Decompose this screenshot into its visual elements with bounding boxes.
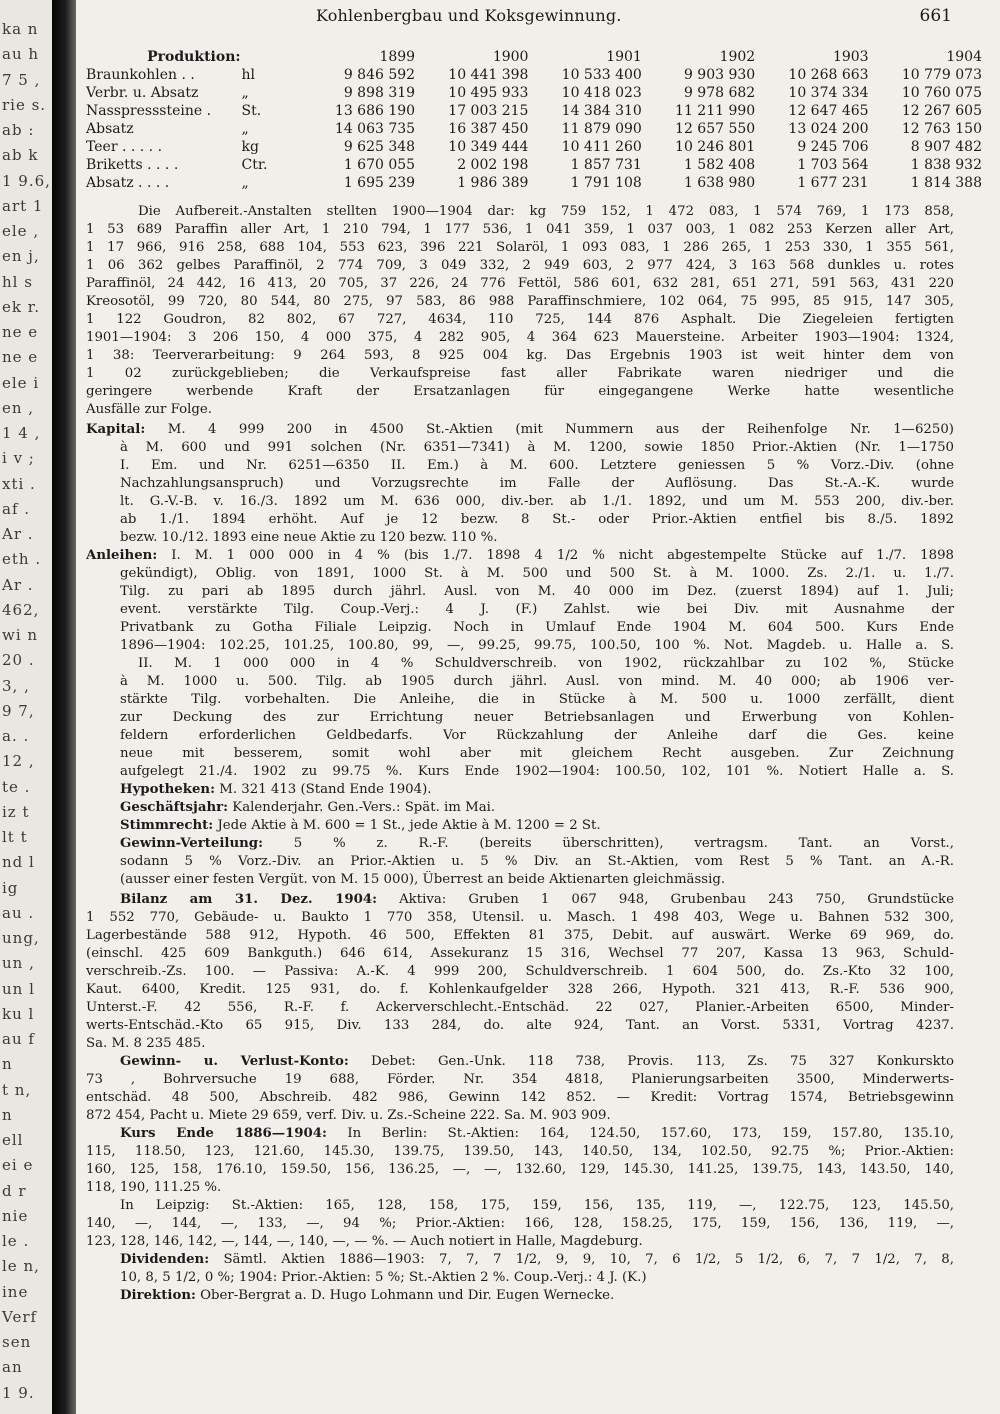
production-body bbox=[86, 66, 986, 192]
text-line: 1901—1904: 3 206 150, 4 000 375, 4 282 905, 4 364 623 Mauersteine. Arbeiter 1903—1904: 1324, bbox=[86, 330, 954, 345]
text-line: bezw. 10./12. 1893 eine neue Aktie zu 120 bezw. 110 %. bbox=[120, 530, 498, 545]
production-row bbox=[86, 174, 986, 192]
text-line-rest: M. 4 999 200 in 4500 St.-Aktien (mit Nummern aus der Reihenfolge Nr. 1—6250) bbox=[145, 422, 954, 437]
text-line: entschäd. 48 500, Abschreib. 482 986, Gewinn 142 852. — Kredit: Vortrag 1574, Betriebsgewinn bbox=[86, 1090, 954, 1105]
section-keyword: Hypotheken: bbox=[120, 782, 215, 797]
facing-page-fragment: nie bbox=[2, 1206, 29, 1225]
production-value: 9 625 348 bbox=[343, 139, 416, 155]
section-keyword: Stimmrecht: bbox=[120, 818, 214, 833]
facing-page-fragment: ele , bbox=[2, 222, 40, 240]
production-value: 10 495 933 bbox=[448, 85, 529, 101]
production-row bbox=[86, 84, 986, 102]
production-value: 10 246 801 bbox=[675, 139, 756, 155]
facing-page-fragment: Verf bbox=[2, 1307, 38, 1326]
text-line: 1 38: Teerverarbeitung: 9 264 593, 8 925 004 kg. Das Ergebnis 1903 ist weit hinter dem von bbox=[86, 348, 954, 363]
production-value: 16 387 450 bbox=[448, 121, 529, 137]
text-line-rest: 5 % z. R.-F. (bereits überschritten), vertragsm. Tant. an Vorst., bbox=[263, 836, 954, 851]
production-value: 14 384 310 bbox=[561, 103, 642, 119]
facing-page-fragment: n bbox=[2, 1105, 13, 1124]
text-line: Die Aufbereit.-Anstalten stellten 1900—1904 dar: kg 759 152, 1 472 083, 1 574 769, 1 173 858, bbox=[138, 204, 954, 219]
production-value: 12 657 550 bbox=[675, 121, 756, 137]
text-line: sodann 5 % Vorz.-Div. an Prior.-Aktien u. 5 % Div. an St.-Aktien, vom Rest 5 % Tant. an A.-R. bbox=[120, 854, 954, 869]
production-value: 1 838 932 bbox=[910, 157, 982, 173]
facing-page-fragment: en j, bbox=[2, 247, 40, 266]
facing-page-fragment: Ar . bbox=[2, 525, 34, 543]
production-value: 14 063 735 bbox=[334, 121, 416, 137]
facing-page-fragment: te . bbox=[2, 777, 31, 796]
facing-page-fragment: un l bbox=[2, 979, 35, 998]
production-table bbox=[86, 48, 986, 192]
text-line: verschreib.-Zs. 100. — Passiva: A.-K. 4 999 200, Schuldverschreib. 1 604 500, do. Zs.-Kto 32 100, bbox=[86, 964, 954, 979]
text-line: 1 552 770, Gebäude- u. Baukto 1 770 358, Utensil. u. Masch. 1 498 403, Wege u. Bahnen 532 300, bbox=[86, 910, 954, 925]
facing-page-fragment: t n, bbox=[2, 1080, 32, 1099]
production-value: 11 211 990 bbox=[675, 103, 756, 119]
production-row-unit: St. bbox=[241, 103, 262, 119]
production-row-label: Nasspresssteine . bbox=[86, 103, 212, 119]
text-line: à M. 600 und 991 solchen (Nr. 6351—7341) à M. 1200, sowie 1850 Prior.-Aktien (Nr. 1—1750 bbox=[120, 440, 954, 455]
section-keyword: Kurs Ende 1886—1904: bbox=[120, 1126, 327, 1141]
facing-page-fragment: 1 4 , bbox=[2, 424, 41, 442]
facing-page-fragment: eth . bbox=[2, 550, 42, 569]
text-line: I. Em. und Nr. 6251—6350 II. Em.) à M. 600. Letztere geniessen 5 % Vorz.-Div. (ohne bbox=[120, 458, 954, 473]
text-line: 1 53 689 Paraffin aller Art, 1 210 794, 1 177 536, 1 041 359, 1 037 003, 1 082 253 Kerzen aller Art, bbox=[86, 222, 954, 237]
production-value: 12 267 605 bbox=[901, 103, 982, 119]
facing-page-fragment: ig bbox=[2, 878, 19, 897]
text-line-rest: Debet: Gen.-Unk. 118 738, Provis. 113, Zs. 75 327 Konkurskto bbox=[348, 1054, 954, 1069]
production-value: 10 533 400 bbox=[561, 67, 642, 83]
text-line: 115, 118.50, 123, 121.60, 145.30, 139.75, 139.50, 143, 140.50, 134, 102.50, 92.75 %; Prior.-Aktien: bbox=[86, 1144, 954, 1159]
facing-page-fragment: au f bbox=[2, 1030, 35, 1048]
section-keyword: Kapital: bbox=[86, 422, 146, 437]
text-line bbox=[86, 1251, 954, 1269]
facing-page-fragment: un , bbox=[2, 954, 35, 973]
text-line bbox=[86, 891, 954, 909]
section-keyword: Direktion: bbox=[120, 1288, 196, 1303]
text-line: stärkte Tilg. vorbehalten. Die Anleihe, die in Stücke à M. 500 u. 1000 zerfällt, dient bbox=[120, 692, 954, 707]
text-line bbox=[86, 781, 954, 799]
production-value: 9 903 930 bbox=[683, 67, 756, 83]
production-row-unit: „ bbox=[241, 121, 249, 137]
production-value: 13 024 200 bbox=[788, 121, 869, 137]
production-value: 9 898 319 bbox=[343, 85, 416, 101]
facing-page-fragment: 462, bbox=[2, 600, 40, 619]
text-line: 1 17 966, 916 258, 688 104, 553 623, 396 221 Solaröl, 1 093 083, 1 286 265, 1 253 330, 1 355 561, bbox=[86, 240, 954, 255]
production-value: 1 703 564 bbox=[797, 157, 869, 173]
facing-page-fragment: au . bbox=[2, 903, 35, 922]
text-line: Paraffinöl, 24 442, 16 413, 20 705, 37 226, 24 776 Fettöl, 586 601, 632 281, 651 271, 591 563, 431 220 bbox=[86, 276, 954, 291]
facing-page-fragment: Ar . bbox=[2, 575, 34, 594]
facing-page-fragment: xti . bbox=[2, 474, 36, 493]
facing-page-fragment: 9 7, bbox=[2, 701, 35, 720]
year-header: 1899 bbox=[379, 49, 416, 65]
production-header-row bbox=[86, 48, 986, 66]
section-keyword: Anleihen: bbox=[86, 548, 158, 563]
text-line bbox=[86, 421, 954, 439]
facing-page-fragment: art 1 bbox=[2, 196, 44, 215]
production-value: 1 986 389 bbox=[457, 175, 529, 191]
production-value: 12 647 465 bbox=[788, 103, 869, 119]
production-value: 1 814 388 bbox=[910, 175, 982, 191]
text-line: aufgelegt 21./4. 1902 zu 99.75 %. Kurs Ende 1902—1904: 100.50, 102, 101 %. Notiert Halle a. S. bbox=[120, 764, 954, 779]
production-row bbox=[86, 66, 986, 84]
production-row-unit: hl bbox=[241, 67, 256, 83]
production-row-label: Braunkohlen . . bbox=[86, 67, 195, 83]
facing-page-fragment: ei e bbox=[2, 1156, 34, 1175]
production-value: 10 268 663 bbox=[788, 67, 869, 83]
text-line bbox=[86, 799, 954, 817]
production-value: 12 763 150 bbox=[901, 121, 982, 137]
text-line: 1 06 362 gelbes Paraffinöl, 2 774 709, 3 049 332, 2 949 603, 2 977 424, 3 163 568 dunkles u. rotes bbox=[86, 258, 954, 273]
body-text bbox=[86, 203, 954, 1305]
text-line: 123, 128, 146, 142, —, 144, —, 140, —, — %. — Auch notiert in Halle, Magdeburg. bbox=[86, 1234, 643, 1249]
production-value: 10 349 444 bbox=[448, 139, 529, 155]
facing-page-fragment: ek r. bbox=[2, 297, 41, 316]
text-line-rest: In Berlin: St.-Aktien: 164, 124.50, 157.60, 173, 159, 157.80, 135.10, bbox=[326, 1126, 954, 1141]
facing-page-fragment: i v ; bbox=[2, 449, 35, 468]
production-value: 1 582 408 bbox=[683, 157, 756, 173]
text-line-rest: Sämtl. Aktien 1886—1903: 7, 7, 7 1/2, 9, 9, 10, 7, 6 1/2, 5 1/2, 6, 7, 7 1/2, 7, 8, bbox=[209, 1252, 954, 1267]
production-value: 10 779 073 bbox=[901, 67, 982, 83]
facing-page-fragment: ell bbox=[2, 1131, 24, 1149]
text-line: Sa. M. 8 235 485. bbox=[86, 1036, 206, 1051]
facing-page-fragment: ele i bbox=[2, 373, 40, 392]
production-value: 9 846 592 bbox=[343, 67, 416, 83]
facing-page-fragment: hl s bbox=[2, 272, 33, 291]
facing-page-fragment: af . bbox=[2, 499, 31, 518]
text-line: 73 , Bohrversuche 19 688, Förder. Nr. 354 4818, Planierungsarbeiten 3500, Minderwerts- bbox=[86, 1072, 954, 1087]
facing-page-fragment: ine bbox=[2, 1282, 29, 1301]
text-line: Ausfälle zur Folge. bbox=[86, 402, 212, 417]
facing-page-fragment: lt t bbox=[2, 828, 28, 846]
text-line: neue mit besserem, somit wohl aber mit gleichem Recht ausgeben. Zur Zeichnung bbox=[120, 746, 954, 761]
facing-page-fragment: au h bbox=[2, 45, 40, 64]
text-line: werts-Entschäd.-Kto 65 915, Div. 133 284, do. alte 924, Tant. an Vorst. 5331, Vortrag 4237. bbox=[86, 1018, 954, 1033]
text-line: 872 454, Pacht u. Miete 29 659, verf. Div. u. Zs.-Scheine 222. Sa. M. 903 909. bbox=[86, 1108, 611, 1123]
facing-page-fragment: le n, bbox=[2, 1257, 40, 1276]
facing-page-fragment: an bbox=[2, 1358, 23, 1377]
facing-page-fragment: 1 9. bbox=[2, 1383, 35, 1402]
year-header: 1901 bbox=[606, 49, 642, 65]
facing-page-fragment: rie s. bbox=[2, 95, 47, 114]
text-line-rest: Ober-Bergrat a. D. Hugo Lohmann und Dir. Eugen Wernecke. bbox=[195, 1288, 615, 1303]
facing-page-fragment: ab : bbox=[2, 121, 35, 139]
section-keyword: Dividenden: bbox=[120, 1252, 210, 1267]
text-line-rest: Aktiva: Gruben 1 067 948, Grubenbau 243 750, Grundstücke bbox=[377, 892, 954, 907]
section-keyword: Gewinn- u. Verlust-Konto: bbox=[120, 1054, 349, 1069]
year-header: 1900 bbox=[492, 49, 529, 65]
year-header: 1904 bbox=[946, 49, 982, 65]
text-line: 1 122 Goudron, 82 802, 67 727, 4634, 110 725, 144 876 Asphalt. Die Ziegeleien fertigten bbox=[86, 312, 954, 327]
facing-page-fragment: d r bbox=[2, 1181, 27, 1200]
facing-page-fragment: 20 . bbox=[2, 651, 35, 670]
text-line: 160, 125, 158, 176.10, 159.50, 156, 136.25, —, —, 132.60, 129, 145.30, 141.25, 139.75, 143, 143.50, 140, bbox=[86, 1162, 954, 1177]
production-value: 9 245 706 bbox=[797, 139, 869, 155]
year-header: 1903 bbox=[832, 49, 869, 65]
text-line: (einschl. 425 609 Bankguth.) 646 614, Assekuranz 15 316, Wechsel 77 207, Kassa 13 963, Schuld- bbox=[86, 946, 954, 961]
text-line: 1896—1904: 102.25, 101.25, 100.80, 99, —, 99.25, 99.75, 100.50, 100 %. Not. Magdeb. u. Halle a. S. bbox=[120, 638, 954, 653]
text-line: 140, —, 144, —, 133, —, 94 %; Prior.-Aktien: 166, 128, 158.25, 175, 159, 156, 136, 119, —, bbox=[86, 1216, 954, 1231]
text-line: II. M. 1 000 000 in 4 % Schuldverschreib. von 1902, rückzahlbar zu 102 %, Stücke bbox=[138, 656, 954, 671]
text-line: event. verstärkte Tilg. Coup.-Verj.: 4 J. (F.) Zahlst. wie bei Div. mit Ausnahme der bbox=[120, 602, 954, 617]
production-row bbox=[86, 138, 986, 156]
production-row-unit: kg bbox=[241, 139, 259, 155]
text-line-rest: I. M. 1 000 000 in 4 % (bis 1./7. 1898 4 1/2 % nicht abgestempelte Stücke auf 1./7. 1898 bbox=[157, 548, 954, 563]
facing-page-fragment: ka n bbox=[2, 20, 39, 38]
production-value: 10 411 260 bbox=[561, 139, 642, 155]
text-line: In Leipzig: St.-Aktien: 165, 128, 158, 175, 159, 156, 135, 119, —, 122.75, 123, 145.50, bbox=[120, 1198, 954, 1213]
text-line: ab 1./1. 1894 erhöht. Auf je 12 bezw. 8 St.- oder Prior.-Aktien entfiel bis 8./5. 1892 bbox=[120, 512, 954, 527]
facing-page-fragment: ung, bbox=[2, 929, 40, 947]
facing-page-fragment: sen bbox=[2, 1333, 32, 1351]
facing-page-fragment: en , bbox=[2, 398, 35, 417]
text-line: lt. G.-V.-B. v. 16./3. 1892 um M. 636 000, div.-ber. ab 1./1. 1892, und um M. 553 200, div.-ber. bbox=[120, 494, 954, 509]
text-line: à M. 1000 u. 500. Tilg. ab 1905 durch jährl. Ausl. von mind. M. 40 000; ab 1906 ver- bbox=[120, 674, 954, 689]
running-title: Kohlenbergbau und Koksgewinnung. bbox=[316, 6, 622, 25]
text-line: (ausser einer festen Vergüt. von M. 15 000), Überrest an beide Aktienarten gleichmässig. bbox=[120, 872, 726, 887]
production-row bbox=[86, 120, 986, 138]
page-number: 661 bbox=[919, 6, 952, 26]
production-row-unit: „ bbox=[241, 175, 249, 191]
production-value: 2 002 198 bbox=[457, 157, 529, 173]
facing-page-fragment: ne e bbox=[2, 348, 39, 367]
production-value: 10 441 398 bbox=[448, 67, 529, 83]
text-line: Lagerbestände 588 912, Hypoth. 46 500, Effekten 81 375, Debit. auf auswärt. Werke 69 969, do. bbox=[86, 928, 954, 943]
text-line: 10, 8, 5 1/2, 0 %; 1904: Prior.-Aktien: 5 %; St.-Aktien 2 %. Coup.-Verj.: 4 J. (K.) bbox=[120, 1270, 647, 1285]
facing-page-fragment: n bbox=[2, 1055, 13, 1074]
facing-page-fragment: le . bbox=[2, 1232, 30, 1250]
facing-page-fragment: 7 5 , bbox=[2, 70, 41, 89]
facing-page-fragment: ku l bbox=[2, 1004, 35, 1023]
production-row-label: Absatz bbox=[86, 121, 134, 137]
production-row-label: Verbr. u. Absatz bbox=[86, 85, 199, 101]
text-line: Nachzahlungsanspruch) und Vorzugsrechte im Falle der Auflösung. Das St.-A.-K. wurde bbox=[120, 476, 954, 491]
text-line: feldern erforderlichen Geldbedarfs. Vor Rückzahlung der Anleihe darf die Ges. keine bbox=[120, 728, 954, 743]
text-line: Privatbank zu Gotha Filiale Leipzig. Noch in Umlauf Ende 1904 M. 604 500. Kurs Ende bbox=[120, 620, 954, 635]
text-line bbox=[86, 1125, 954, 1143]
facing-page-fragment: nd l bbox=[2, 853, 35, 872]
production-value: 1 670 055 bbox=[343, 157, 416, 173]
running-header bbox=[76, 6, 1000, 30]
text-line-rest: Jede Aktie à M. 600 = 1 St., jede Aktie à M. 1200 = 2 St. bbox=[213, 818, 601, 833]
production-value: 10 374 334 bbox=[788, 85, 869, 101]
facing-page-fragment: 1 9.6, bbox=[2, 171, 51, 190]
production-row-label: Absatz . . . . bbox=[86, 175, 170, 191]
section-keyword: Geschäftsjahr: bbox=[120, 800, 229, 815]
production-row-unit: Ctr. bbox=[241, 157, 268, 173]
text-line: gekündigt), Oblig. von 1891, 1000 St. à M. 500 und 500 St. à M. 1000. Zs. 2./1. u. 1./7. bbox=[120, 566, 954, 581]
text-line: zur Deckung des zur Errichtung neuer Betriebsanlagen und Erwerbung von Kohlen- bbox=[120, 710, 954, 725]
production-value: 1 677 231 bbox=[797, 175, 869, 191]
section-keyword: Bilanz am 31. Dez. 1904: bbox=[120, 892, 377, 907]
text-line bbox=[86, 1287, 954, 1305]
facing-page-edge bbox=[0, 0, 52, 1414]
production-value: 1 857 731 bbox=[570, 157, 642, 173]
text-line bbox=[86, 1053, 954, 1071]
facing-page-fragment: 3, , bbox=[2, 676, 30, 695]
production-value: 9 978 682 bbox=[683, 85, 756, 101]
production-row bbox=[86, 156, 986, 174]
facing-page-fragment: ab k bbox=[2, 146, 39, 165]
facing-page-fragment: wi n bbox=[2, 626, 39, 644]
facing-page-fragment: ne e bbox=[2, 323, 39, 341]
production-row-label: Briketts . . . . bbox=[86, 157, 179, 173]
production-value: 10 418 023 bbox=[561, 85, 642, 101]
text-line: 118, 190, 111.25 %. bbox=[86, 1180, 222, 1195]
facing-page-fragment: iz t bbox=[2, 802, 30, 821]
production-label: Produktion: bbox=[147, 49, 241, 65]
text-line: Tilg. zu pari ab 1895 durch jährl. Ausl. von M. 40 000 im Dez. (zuerst 1894) auf 1. Juli; bbox=[120, 584, 954, 599]
text-line-rest: M. 321 413 (Stand Ende 1904). bbox=[214, 782, 432, 797]
production-value: 1 638 980 bbox=[683, 175, 756, 191]
text-line: Kreosotöl, 99 720, 80 544, 80 275, 97 583, 86 988 Paraffinschmiere, 102 064, 75 995, 85 915, 147 305, bbox=[86, 294, 954, 309]
production-value: 17 003 215 bbox=[448, 103, 529, 119]
text-line: 1 02 zurückgeblieben; die Verkaufspreise fast aller Fabrikate waren niedriger und die bbox=[86, 366, 954, 381]
production-row-label: Teer . . . . . bbox=[86, 139, 163, 155]
page-sheet bbox=[76, 0, 1000, 1414]
text-line: Unterst.-F. 42 556, R.-F. f. Ackerverschlecht.-Entschäd. 22 027, Planier.-Arbeiten 6500, Minder- bbox=[86, 1000, 954, 1015]
text-line: geringere werbende Kraft der Ersatzanlagen für eingegangene Werke hatte wesentliche bbox=[86, 384, 954, 399]
production-value: 11 879 090 bbox=[561, 121, 642, 137]
text-line bbox=[86, 817, 954, 835]
production-value: 13 686 190 bbox=[334, 103, 416, 119]
facing-page-fragment: a. . bbox=[2, 727, 30, 745]
production-value: 1 791 108 bbox=[570, 175, 642, 191]
text-line bbox=[86, 835, 954, 853]
text-line: Kaut. 6400, Kredit. 125 931, do. f. Kohlenkaufgelder 328 266, Hypoth. 321 413, R.-F. 536 900, bbox=[86, 982, 954, 997]
text-line bbox=[86, 547, 954, 565]
production-row-unit: „ bbox=[241, 85, 249, 101]
production-value: 10 760 075 bbox=[901, 85, 982, 101]
production-row bbox=[86, 102, 986, 120]
year-header: 1902 bbox=[719, 49, 756, 65]
book-gutter bbox=[52, 0, 76, 1414]
text-line-rest: Kalenderjahr. Gen.-Vers.: Spät. im Mai. bbox=[228, 800, 496, 815]
production-value: 8 907 482 bbox=[910, 139, 982, 155]
section-keyword: Gewinn-Verteilung: bbox=[120, 836, 264, 851]
production-value: 1 695 239 bbox=[343, 175, 416, 191]
facing-page-fragment: 12 , bbox=[2, 752, 35, 771]
